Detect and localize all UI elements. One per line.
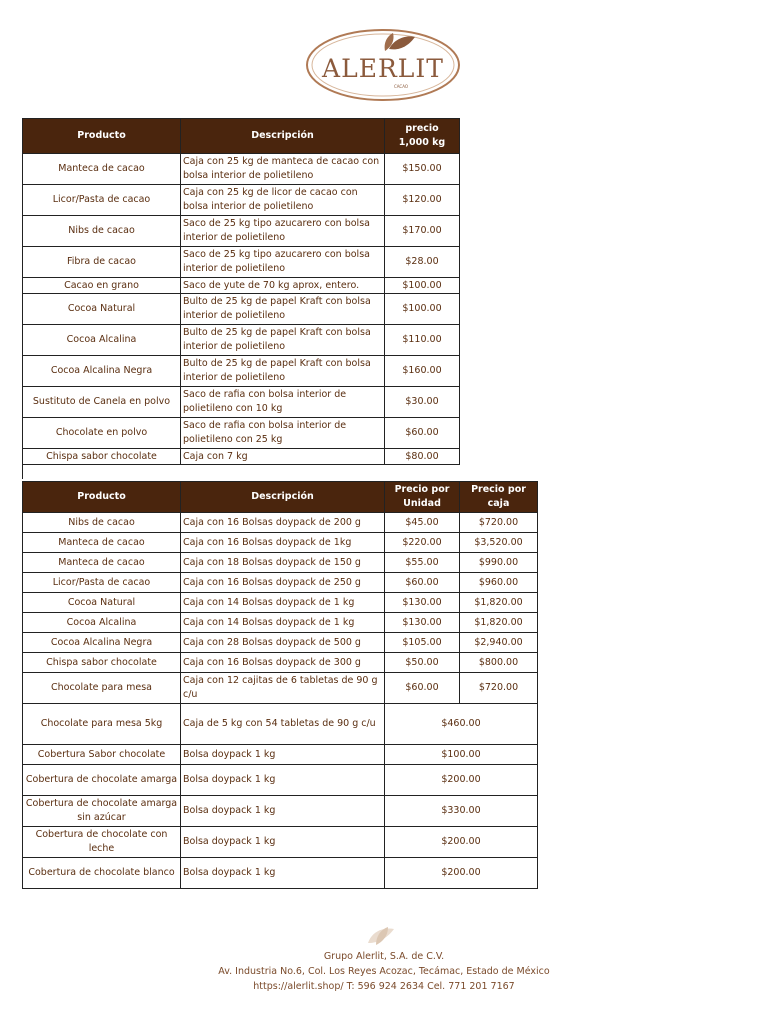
- product-cell: Chocolate en polvo: [23, 418, 181, 449]
- price-cell: $100.00: [385, 278, 460, 294]
- product-cell: Manteca de cacao: [23, 533, 181, 553]
- col-header-precio: precio 1,000 kg: [385, 119, 460, 154]
- description-cell: Caja con 14 Bolsas doypack de 1 kg: [181, 593, 385, 613]
- product-cell: Cobertura de chocolate amarga: [23, 765, 181, 796]
- product-cell: Cobertura Sabor chocolate: [23, 745, 181, 765]
- table-row: [23, 633, 538, 653]
- price-cell: $160.00: [385, 356, 460, 387]
- price-cell: $150.00: [385, 154, 460, 185]
- description-cell: Caja con 7 kg: [181, 449, 385, 465]
- description-cell: Bolsa doypack 1 kg: [181, 796, 385, 827]
- table-row: [23, 553, 538, 573]
- spacer-row: [23, 465, 460, 479]
- product-cell: Chocolate para mesa 5kg: [23, 704, 181, 745]
- description-cell: Bulto de 25 kg de papel Kraft con bolsa interior de polietileno: [181, 325, 385, 356]
- description-cell: Caja con 25 kg de licor de cacao con bolsa interior de polietileno: [181, 185, 385, 216]
- table-row: [23, 247, 460, 278]
- product-cell: Cocoa Alcalina: [23, 613, 181, 633]
- col-header-descripcion: Descripción: [181, 482, 385, 513]
- product-cell: Chispa sabor chocolate: [23, 653, 181, 673]
- cacao-leaf-watermark-icon: [362, 925, 402, 947]
- description-cell: Caja con 16 Bolsas doypack de 250 g: [181, 573, 385, 593]
- unit-price-cell: $60.00: [385, 573, 460, 593]
- price-cell: $100.00: [385, 294, 460, 325]
- description-cell: Caja con 25 kg de manteca de cacao con bolsa interior de polietileno: [181, 154, 385, 185]
- product-cell: Cobertura de chocolate con leche: [23, 827, 181, 858]
- product-cell: Licor/Pasta de cacao: [23, 185, 181, 216]
- unit-price-cell: $60.00: [385, 673, 460, 704]
- description-cell: Saco de 25 kg tipo azucarero con bolsa interior de polietileno: [181, 216, 385, 247]
- table-row: [23, 356, 460, 387]
- cacao-leaf-icon: [385, 33, 415, 51]
- box-price-cell: $1,820.00: [460, 593, 538, 613]
- table-row: [23, 418, 460, 449]
- table-row: [23, 704, 538, 745]
- box-price-cell: $720.00: [460, 513, 538, 533]
- unit-price-cell: $220.00: [385, 533, 460, 553]
- table-row: [23, 325, 460, 356]
- product-cell: Sustituto de Canela en polvo: [23, 387, 181, 418]
- product-cell: Manteca de cacao: [23, 154, 181, 185]
- description-cell: Caja con 14 Bolsas doypack de 1 kg: [181, 613, 385, 633]
- unit-price-cell: $55.00: [385, 553, 460, 573]
- description-cell: Caja con 16 Bolsas doypack de 200 g: [181, 513, 385, 533]
- box-price-cell: $720.00: [460, 673, 538, 704]
- unit-price-cell: $105.00: [385, 633, 460, 653]
- table-row: [23, 294, 460, 325]
- description-cell: Caja con 16 Bolsas doypack de 1kg: [181, 533, 385, 553]
- description-cell: Caja con 12 cajitas de 6 tabletas de 90 g c/u: [181, 673, 385, 704]
- price-cell: $28.00: [385, 247, 460, 278]
- product-cell: Cocoa Natural: [23, 294, 181, 325]
- table-row: [23, 278, 460, 294]
- description-cell: Saco de rafia con bolsa interior de polietileno con 10 kg: [181, 387, 385, 418]
- product-cell: Chocolate para mesa: [23, 673, 181, 704]
- table-row: [23, 593, 538, 613]
- product-cell: Cocoa Alcalina: [23, 325, 181, 356]
- description-cell: Bolsa doypack 1 kg: [181, 827, 385, 858]
- product-cell: Chispa sabor chocolate: [23, 449, 181, 465]
- unit-price-cell: $50.00: [385, 653, 460, 673]
- description-cell: Saco de rafia con bolsa interior de polietileno con 25 kg: [181, 418, 385, 449]
- product-cell: Cobertura de chocolate amarga sin azúcar: [23, 796, 181, 827]
- footer-company: Grupo Alerlit, S.A. de C.V.: [323, 951, 445, 962]
- price-cell: $110.00: [385, 325, 460, 356]
- description-cell: Bulto de 25 kg de papel Kraft con bolsa interior de polietileno: [181, 294, 385, 325]
- product-cell: Fibra de cacao: [23, 247, 181, 278]
- product-cell: Cocoa Alcalina Negra: [23, 633, 181, 653]
- price-cell: $80.00: [385, 449, 460, 465]
- table-row: [23, 827, 538, 858]
- description-cell: Bolsa doypack 1 kg: [181, 745, 385, 765]
- bulk-price-table: [22, 118, 460, 479]
- description-cell: Bolsa doypack 1 kg: [181, 858, 385, 889]
- logo-subtext: CACAO: [393, 84, 409, 89]
- price-cell: $200.00: [385, 827, 538, 858]
- box-price-cell: $800.00: [460, 653, 538, 673]
- box-price-cell: $990.00: [460, 553, 538, 573]
- table-row: [23, 387, 460, 418]
- price-cell: $60.00: [385, 418, 460, 449]
- col-header-descripcion: Descripción: [181, 119, 385, 154]
- product-cell: Licor/Pasta de cacao: [23, 573, 181, 593]
- description-cell: Saco de 25 kg tipo azucarero con bolsa interior de polietileno: [181, 247, 385, 278]
- box-price-cell: $1,820.00: [460, 613, 538, 633]
- description-cell: Caja con 16 Bolsas doypack de 300 g: [181, 653, 385, 673]
- table-row: [23, 216, 460, 247]
- price-cell: $170.00: [385, 216, 460, 247]
- table-row: [23, 796, 538, 827]
- alerlit-logo: [305, 27, 461, 103]
- table-row: [23, 613, 538, 633]
- box-price-cell: $3,520.00: [460, 533, 538, 553]
- footer-contact: https://alerlit.shop/ T: 596 924 2634 Cel. 771 201 7167: [253, 981, 515, 992]
- table-row: [23, 745, 538, 765]
- product-cell: Cocoa Alcalina Negra: [23, 356, 181, 387]
- col-header-producto: Producto: [23, 119, 181, 154]
- logo-text: ALERLIT: [322, 54, 444, 83]
- table-row: [23, 449, 460, 465]
- price-cell: $330.00: [385, 796, 538, 827]
- description-cell: Saco de yute de 70 kg aprox, entero.: [181, 278, 385, 294]
- description-cell: Bulto de 25 kg de papel Kraft con bolsa interior de polietileno: [181, 356, 385, 387]
- description-cell: Caja con 28 Bolsas doypack de 500 g: [181, 633, 385, 653]
- table-header-row: [23, 482, 538, 513]
- col-header-precio-caja: Precio por caja: [460, 482, 538, 513]
- unit-price-cell: $45.00: [385, 513, 460, 533]
- box-price-cell: $960.00: [460, 573, 538, 593]
- description-cell: Caja con 18 Bolsas doypack de 150 g: [181, 553, 385, 573]
- price-cell: $100.00: [385, 745, 538, 765]
- unit-price-cell: $130.00: [385, 613, 460, 633]
- col-header-producto: Producto: [23, 482, 181, 513]
- table-row: [23, 513, 538, 533]
- product-cell: Nibs de cacao: [23, 513, 181, 533]
- table-row: [23, 765, 538, 796]
- table-row: [23, 673, 538, 704]
- table-header-row: [23, 119, 460, 154]
- description-cell: Bolsa doypack 1 kg: [181, 765, 385, 796]
- table-row: [23, 653, 538, 673]
- box-price-cell: $2,940.00: [460, 633, 538, 653]
- col-header-precio-unidad: Precio por Unidad: [385, 482, 460, 513]
- product-cell: Cacao en grano: [23, 278, 181, 294]
- price-cell: $30.00: [385, 387, 460, 418]
- product-cell: Cobertura de chocolate blanco: [23, 858, 181, 889]
- price-cell: $120.00: [385, 185, 460, 216]
- table-row: [23, 533, 538, 553]
- price-cell: $200.00: [385, 765, 538, 796]
- footer-address: Av. Industria No.6, Col. Los Reyes Acozac, Tecámac, Estado de México: [218, 966, 550, 977]
- description-cell: Caja de 5 kg con 54 tabletas de 90 g c/u: [181, 704, 385, 745]
- unit-price-cell: $130.00: [385, 593, 460, 613]
- product-cell: Nibs de cacao: [23, 216, 181, 247]
- retail-price-table: [22, 481, 538, 889]
- table-row: [23, 573, 538, 593]
- price-cell: $460.00: [385, 704, 538, 745]
- table-row: [23, 185, 460, 216]
- table-row: [23, 858, 538, 889]
- product-cell: Manteca de cacao: [23, 553, 181, 573]
- price-cell: $200.00: [385, 858, 538, 889]
- table-row: [23, 154, 460, 185]
- product-cell: Cocoa Natural: [23, 593, 181, 613]
